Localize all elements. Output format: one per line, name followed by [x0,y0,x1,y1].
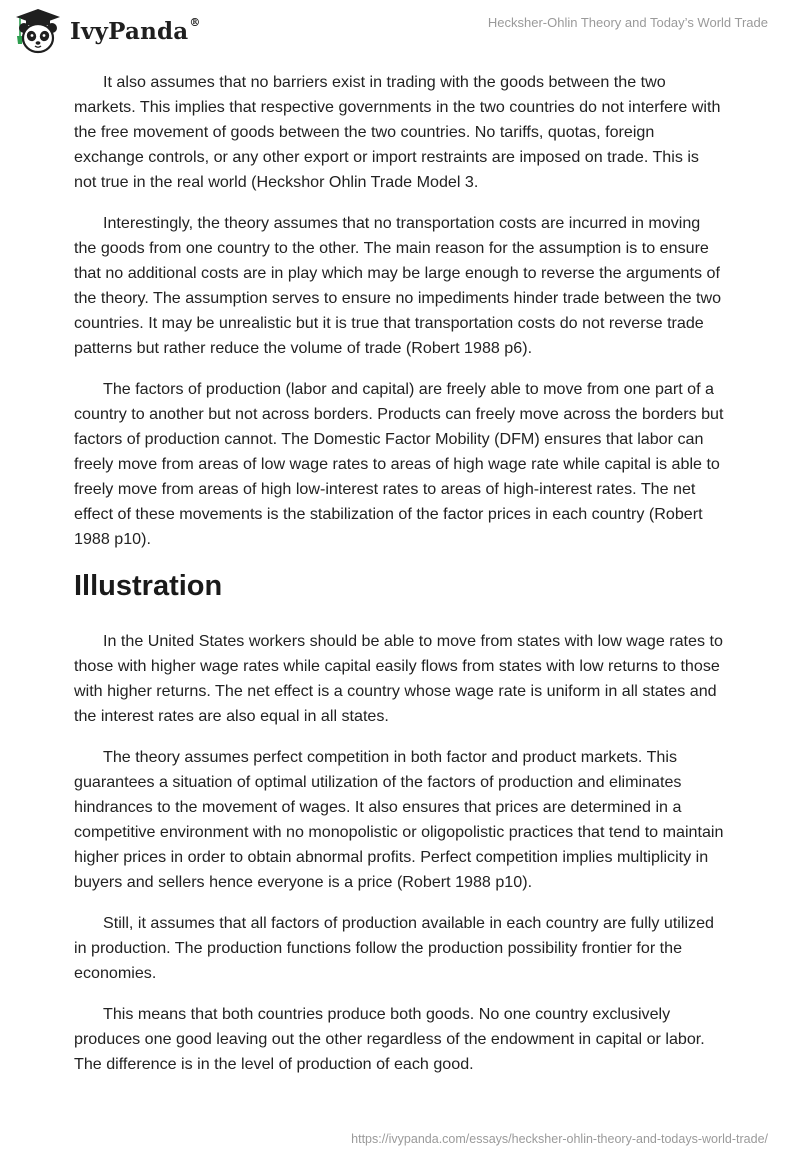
logo-name: IvyPanda [70,17,189,45]
paragraph: Interestingly, the theory assumes that no transportation costs are incurred in moving the goods from one country to the other. The main reason for the assumption is to ensure that no additional costs are in play which may be large enough to reverse the arguments of the theory. The assumption serves to ensure no impediments hinder trade between the two countries. It may be unrealistic but it is true that transportation costs do not reverse trade patterns but rather reduce the volume of trade (Robert 1988 p6). [74,214,722,357]
panda-graduation-cap-icon [12,6,64,56]
paragraph: This means that both countries produce both goods. No one country exclusively produces one good leaving out the other regardless of the endowment in capital or labor. The difference is in the level of production of each good. [74,1005,705,1073]
logo-wordmark [70,15,201,45]
paragraph: In the United States workers should be able to move from states with low wage rates to those with higher wage rates while capital easily flows from states with low returns to those with higher returns. The net effect is a country whose wage rate is uniform in all states and the interest rates are also equal in all states. [74,632,723,725]
registered-mark: ® [189,15,201,29]
source-url[interactable]: https://ivypanda.com/essays/hecksher-ohlin-theory-and-todays-world-trade/ [351,1132,768,1146]
section-heading: Illustration [74,570,223,602]
paragraph: It also assumes that no barriers exist in trading with the goods between the two markets. This implies that respective governments in the two countries do not interfere with the free movement of goods between the two countries. No tariffs, quotas, foreign exchange controls, or any other export or import restraints are imposed on trade. This is not true in the real world (Heckshor Ohlin Trade Model 3. [74,73,721,191]
essay-content [74,70,724,1093]
ivypanda-logo[interactable] [12,6,201,56]
document-title: Hecksher-Ohlin Theory and Today’s World Trade [487,15,768,30]
paragraph: The factors of production (labor and capital) are freely able to move from one part of a country to another but not across borders. Products can freely move across the borders but factors of production cannot. The Domestic Factor Mobility (DFM) ensures that labor can freely move from areas of low wage rates to areas of high wage rate while capital is able to freely move from areas of high low-interest rates to areas of high-interest rates. The net effect of these movements is the stabilization of the factor prices in each country (Robert 1988 p10). [74,380,724,548]
paragraph: The theory assumes perfect competition in both factor and product markets. This guarantees a situation of optimal utilization of the factors of production and eliminates hindrances to the movement of wages. It also ensures that prices are determined in a competitive environment with no monopolistic or oligopolistic practices that tend to maintain higher prices in order to obtain abnormal profits. Perfect competition implies multiplicity in buyers and sellers hence everyone is a price (Robert 1988 p10). [74,748,724,891]
paragraph: Still, it assumes that all factors of production available in each country are fully utilized in production. The production functions follow the production possibility frontier for the economies. [74,914,714,982]
page-header [0,0,800,62]
